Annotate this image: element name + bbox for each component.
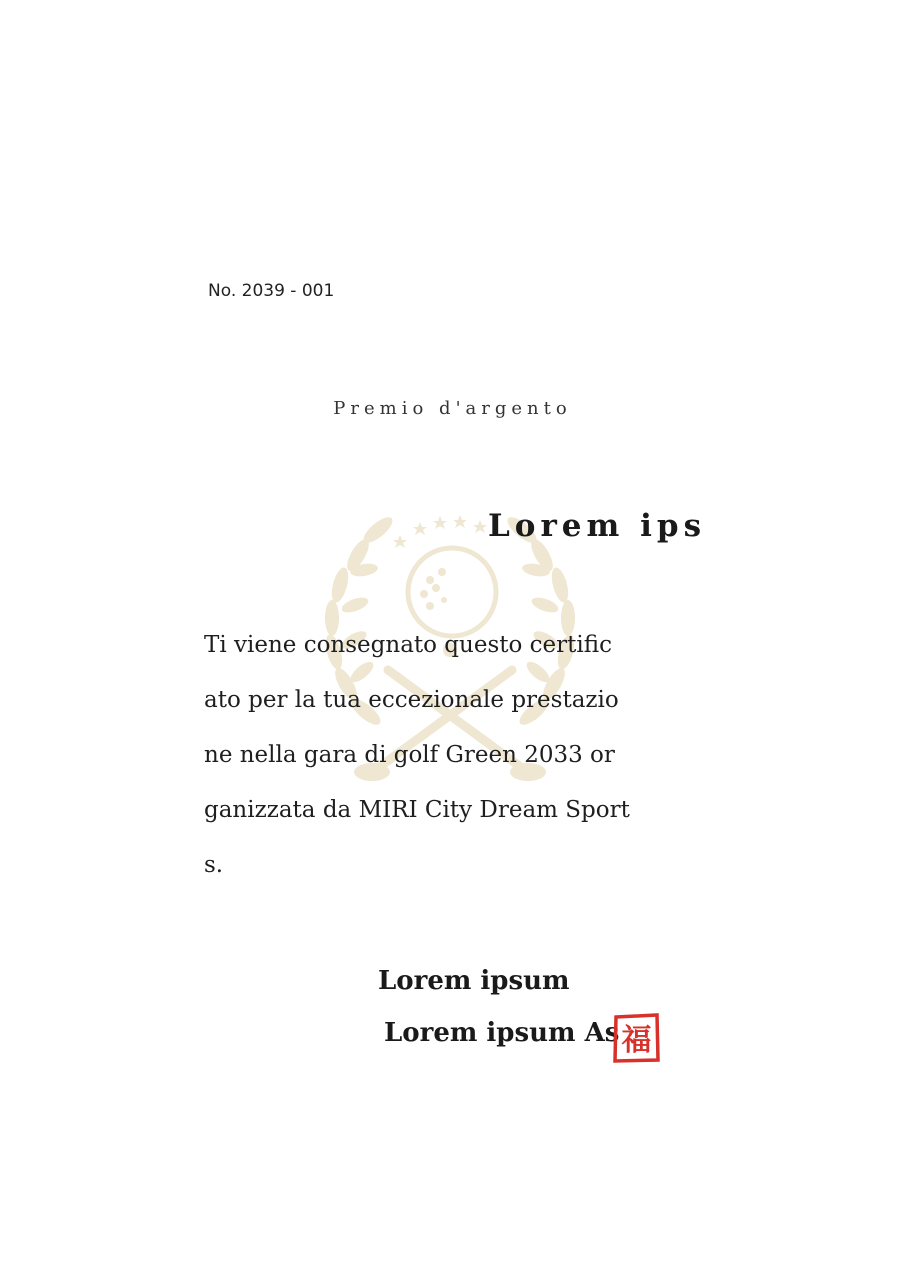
body-line: ne nella gara di golf Green 2033 or [204, 742, 615, 768]
body-line: ganizzata da MIRI City Dream Sport [204, 797, 630, 823]
certificate-number: No. 2039 - 001 [208, 281, 335, 301]
award-title: Premio d'argento [333, 398, 572, 419]
certificate-body [204, 618, 709, 893]
recipient-name: Lorem ips [488, 508, 707, 544]
red-seal-stamp-icon [613, 1013, 660, 1063]
signatory-name: Lorem ipsum [378, 966, 570, 996]
body-line: ato per la tua eccezionale prestazio [204, 687, 619, 713]
signatory-title: Lorem ipsum As [384, 1018, 620, 1048]
body-line: Ti viene consegnato questo certific [204, 632, 612, 658]
body-line: s. [204, 852, 224, 878]
svg-text:福: 福 [621, 1023, 652, 1058]
